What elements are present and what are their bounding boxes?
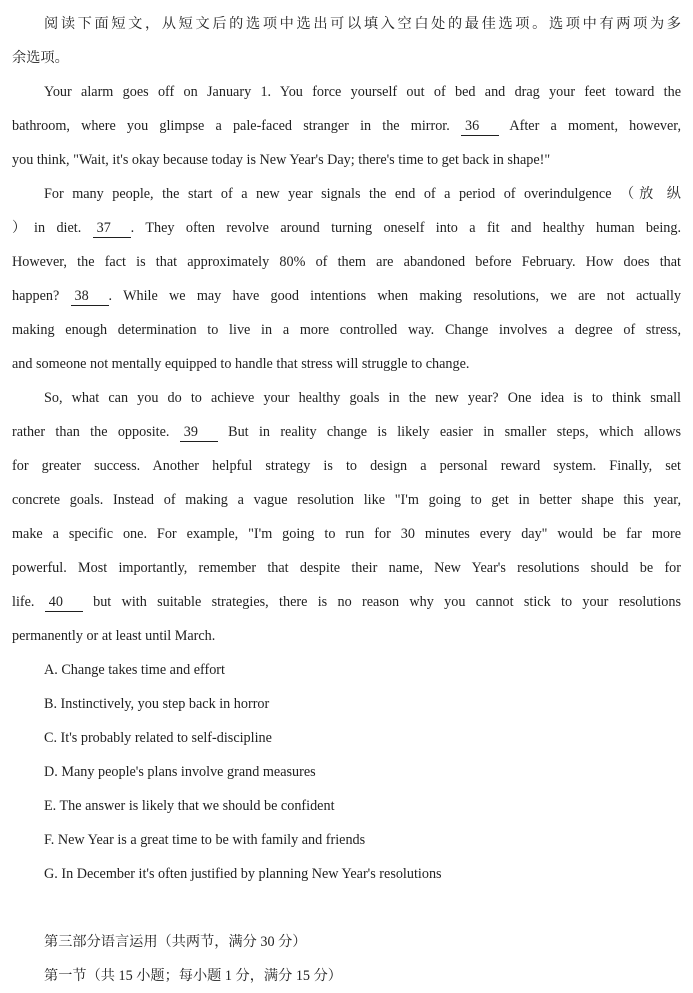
passage-text: After a moment, however, <box>498 118 681 134</box>
passage-text: rather than the opposite. <box>12 424 180 440</box>
passage-line <box>12 585 681 619</box>
passage-line: powerful. Most importantly, remember that despite their name, New Year's resolutions should be for <box>12 560 681 576</box>
passage-line: So, what can you do to achieve your healthy goals in the new year? One idea is to think small <box>44 390 681 406</box>
passage-line: for greater success. Another helpful strategy is to design a personal reward system. Finally, set <box>12 458 681 474</box>
instruction-line-2: 余选项。 <box>12 50 69 66</box>
passage-line: making enough determination to live in a more controlled way. Change involves a degree of stress, <box>12 322 681 338</box>
passage-text: happen? <box>12 288 71 304</box>
passage-line: concrete goals. Instead of making a vague resolution like "I'm going to get in better shape this year, <box>12 492 681 508</box>
blank-39: 39 <box>180 423 218 442</box>
blank-38: 38 <box>71 287 109 306</box>
answer-options <box>12 653 681 891</box>
part3-heading: 第三部分语言运用（共两节，满分 30 分） <box>44 934 307 950</box>
passage-line <box>12 211 681 245</box>
passage-text: . They often revolve around turning oneself into a fit and healthy human being. <box>130 220 681 236</box>
passage-line <box>12 109 681 143</box>
passage <box>12 75 681 653</box>
passage-text: ）in diet. <box>12 220 93 236</box>
passage-line <box>12 279 681 313</box>
passage-line: Your alarm goes off on January 1. You force yourself out of bed and drag your feet toward the <box>44 84 681 100</box>
passage-text: but with suitable strategies, there is no reason why you cannot stick to your resolutions <box>82 594 681 610</box>
passage-line: and someone not mentally equipped to handle that stress will struggle to change. <box>12 356 470 372</box>
blank-40: 40 <box>45 593 83 612</box>
option-g: G. In December it's often justified by planning New Year's resolutions <box>44 866 442 882</box>
option-a: A. Change takes time and effort <box>44 662 225 678</box>
instruction-line-1: 阅读下面短文，从短文后的选项中选出可以填入空白处的最佳选项。选项中有两项为多 <box>44 16 681 32</box>
section1-heading: 第一节（共 15 小题；每小题 1 分，满分 15 分） <box>44 968 342 984</box>
option-f: F. New Year is a great time to be with family and friends <box>44 832 366 848</box>
passage-text: bathroom, where you glimpse a pale-faced stranger in the mirror. <box>12 118 461 134</box>
option-b: B. Instinctively, you step back in horror <box>44 696 270 712</box>
option-c: C. It's probably related to self-discipline <box>44 730 272 746</box>
passage-text: But in reality change is likely easier in smaller steps, which allows <box>217 424 681 440</box>
passage-line: permanently or at least until March. <box>12 628 216 644</box>
option-e: E. The answer is likely that we should be confident <box>44 798 335 814</box>
passage-text: . While we may have good intentions when making resolutions, we are not actually <box>108 288 681 304</box>
passage-line: However, the fact is that approximately 80% of them are abandoned before February. How does that <box>12 254 681 270</box>
option-d: D. Many people's plans involve grand measures <box>44 764 316 780</box>
blank-37: 37 <box>93 219 131 238</box>
passage-line: For many people, the start of a new year signals the end of a period of overindulgence （放 纵 <box>44 186 681 202</box>
passage-line: you think, "Wait, it's okay because today is New Year's Day; there's time to get back in shape!" <box>12 152 551 168</box>
passage-line: make a specific one. For example, "I'm going to run for 30 minutes every day" would be far more <box>12 526 681 542</box>
passage-line <box>12 415 681 449</box>
blank-36: 36 <box>461 117 499 136</box>
passage-text: life. <box>12 594 45 610</box>
